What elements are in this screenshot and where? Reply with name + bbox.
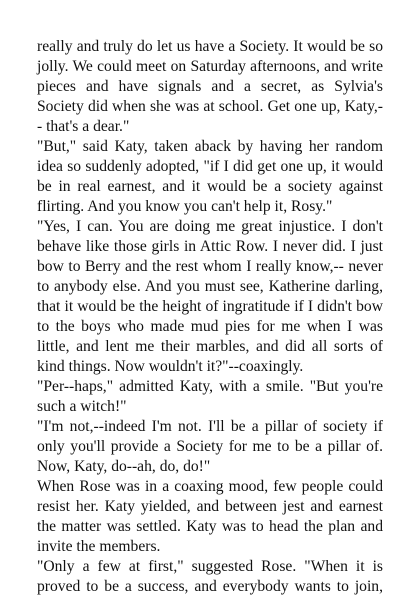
document-page xyxy=(37,37,383,597)
paragraph: "Yes, I can. You are doing me great injustice. I don't behave like those girls in Attic Row. I never did. I just bow to Berry and the rest whom I really know,-- never to anybody else. And you must see, Katherine darling, that it would be the height of ingratitude if I didn't bow to the boys who made mud pies for me when I was little, and lent me their marbles, and did all sorts of kind things. Now wouldn't it?"--coaxingly. xyxy=(37,218,383,375)
paragraph: really and truly do let us have a Society. It would be so jolly. We could meet on Saturday afternoons, and write pieces and have signals and a secret, as Sylvia's Society did when she was at school. Get one up, Katy,-- that's a dear." xyxy=(37,38,383,135)
paragraph: "I'm not,--indeed I'm not. I'll be a pillar of society if only you'll provide a Society for me to be a pillar of. Now, Katy, do--ah, do, do!" xyxy=(37,418,383,475)
paragraph: "But," said Katy, taken aback by having her random idea so suddenly adopted, "if I did get one up, it would be in real earnest, and it would be a society against flirting. And you know you can't help it, Rosy." xyxy=(37,138,383,215)
paragraph: When Rose was in a coaxing mood, few people could resist her. Katy yielded, and between jest and earnest the matter was settled. Katy was to head the plan and invite the members. xyxy=(37,478,383,555)
paragraph: "Only a few at first," suggested Rose. "When it is proved to be a success, and everybody wants to join, xyxy=(37,558,383,595)
paragraph: "Per--haps," admitted Katy, with a smile. "But you're such a witch!" xyxy=(37,378,383,415)
